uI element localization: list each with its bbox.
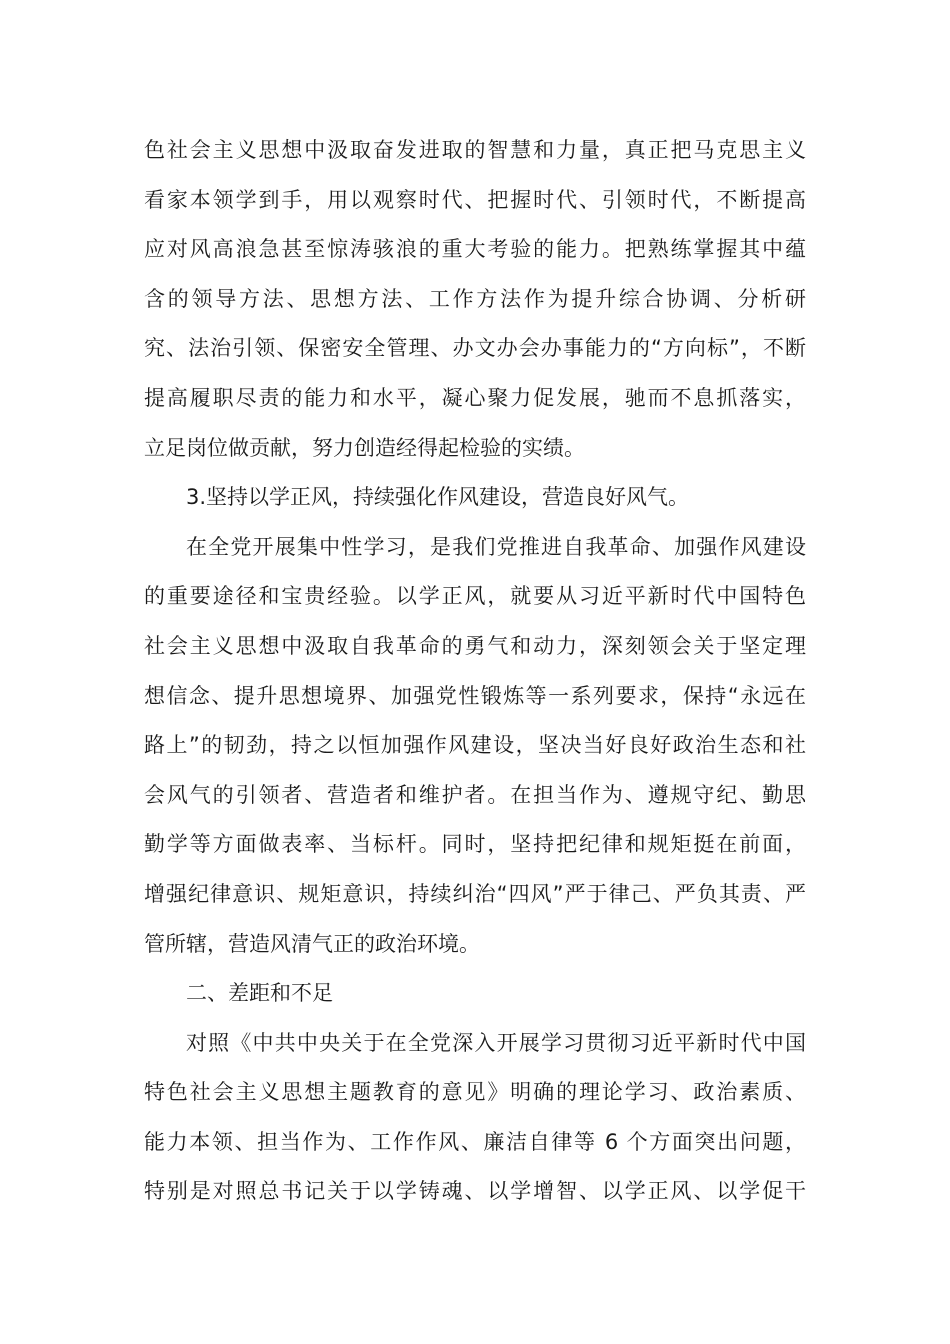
text-line: 勤学等方面做表率、当标杆。同时，坚持把纪律和规矩挺在前面， (144, 832, 806, 857)
paragraph (144, 523, 806, 969)
text-line: 管所辖，营造风清气正的政治环境。 (144, 931, 480, 956)
text-line: 特别是对照总书记关于以学铸魂、以学增智、以学正风、以学促干 (144, 1179, 806, 1204)
text-line: 社会主义思想中汲取自我革命的勇气和动力，深刻领会关于坚定理 (144, 633, 806, 658)
text-line: 3.坚持以学正风，持续强化作风建设，营造良好风气。 (186, 485, 690, 510)
text-line: 会风气的引领者、营造者和维护者。在担当作为、遵规守纪、勤思 (144, 782, 806, 807)
text-line: 二、差距和不足 (186, 981, 333, 1006)
text-line: 能力本领、担当作为、工作作风、廉洁自律等 6 个方面突出问题， (144, 1129, 806, 1154)
text-line: 色社会主义思想中汲取奋发进取的智慧和力量，真正把马克思主义 (144, 138, 806, 162)
text-line: 应对风高浪急甚至惊涛骇浪的重大考验的能力。把熟练掌握其中蕴 (144, 237, 806, 262)
text-line: 在全党开展集中性学习，是我们党推进自我革命、加强作风建设 (186, 534, 806, 559)
section-heading (144, 473, 806, 523)
text-line: 增强纪律意识、规矩意识，持续纠治“四风”严于律己、严负其责、严 (144, 881, 806, 906)
text-line: 立足岗位做贡献，努力创造经得起检验的实绩。 (144, 435, 585, 460)
document-body (144, 126, 806, 1217)
text-line: 含的领导方法、思想方法、工作方法作为提升综合协调、分析研 (144, 286, 806, 311)
text-line: 路上”的韧劲，持之以恒加强作风建设，坚决当好良好政治生态和社 (144, 733, 806, 758)
text-line: 的重要途径和宝贵经验。以学正风，就要从习近平新时代中国特色 (144, 584, 806, 609)
text-line: 究、法治引领、保密安全管理、办文办会办事能力的“方向标”，不断 (144, 336, 806, 361)
text-line: 对照《中共中央关于在全党深入开展学习贯彻习近平新时代中国 (186, 1030, 806, 1055)
section-heading (144, 969, 806, 1019)
paragraph (144, 1019, 806, 1217)
text-line: 想信念、提升思想境界、加强党性锻炼等一系列要求，保持“永远在 (144, 683, 806, 708)
text-line: 特色社会主义思想主题教育的意见》明确的理论学习、政治素质、 (144, 1080, 806, 1105)
paragraph (144, 126, 806, 473)
text-line: 提高履职尽责的能力和水平，凝心聚力促发展，驰而不息抓落实， (144, 385, 806, 410)
text-line: 看家本领学到手，用以观察时代、把握时代、引领时代，不断提高 (144, 187, 806, 212)
